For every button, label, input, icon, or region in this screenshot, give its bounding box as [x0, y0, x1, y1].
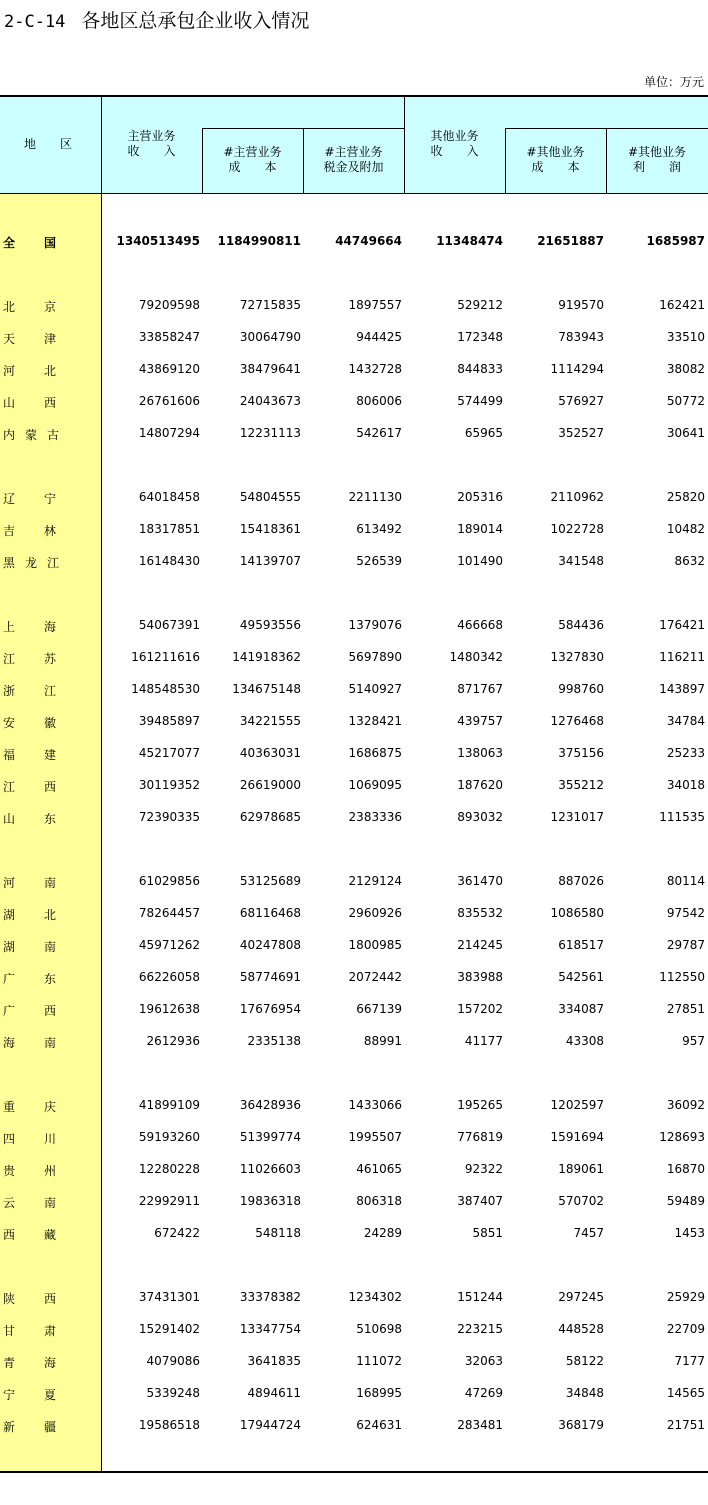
cell-value: 570702	[558, 1194, 604, 1208]
cell-value: 21651887	[537, 234, 604, 248]
subheader-rule	[505, 128, 708, 129]
table-row	[0, 1193, 708, 1211]
table-row	[0, 393, 708, 411]
cell-value: 1327830	[550, 650, 604, 664]
cell-value: 613492	[356, 522, 402, 536]
header-other-income-line1: 其他业务	[430, 129, 479, 143]
cell-value: 893032	[457, 810, 503, 824]
cell-value: 466668	[457, 618, 503, 632]
cell-value: 61029856	[138, 874, 200, 888]
cell-value: 37431301	[138, 1290, 200, 1304]
cell-value: 448528	[558, 1322, 604, 1336]
cell-value: 355212	[558, 778, 604, 792]
cell-value: 29787	[666, 938, 705, 952]
cell-value: 32063	[464, 1354, 503, 1368]
cell-value: 43308	[565, 1034, 604, 1048]
cell-value: 40247808	[239, 938, 301, 952]
cell-value: 112550	[659, 970, 705, 984]
cell-value: 25820	[666, 490, 705, 504]
cell-value: 151244	[457, 1290, 503, 1304]
cell-value: 2960926	[348, 906, 402, 920]
cell-value: 1591694	[550, 1130, 604, 1144]
cell-value: 361470	[457, 874, 503, 888]
cell-value: 62978685	[239, 810, 301, 824]
header-main-tax-line1: #主营业务	[324, 145, 383, 159]
cell-value: 58774691	[239, 970, 301, 984]
cell-value: 998760	[558, 682, 604, 696]
cell-value: 79209598	[138, 298, 200, 312]
cell-value: 461065	[356, 1162, 402, 1176]
header-main-cost	[202, 145, 303, 175]
cell-value: 1379076	[348, 618, 402, 632]
cell-value: 624631	[356, 1418, 402, 1432]
cell-value: 2072442	[348, 970, 402, 984]
cell-value: 68116468	[239, 906, 301, 920]
cell-value: 510698	[356, 1322, 402, 1336]
cell-value: 58122	[565, 1354, 604, 1368]
cell-value: 542617	[356, 426, 402, 440]
header-main-cost-line2: 成 本	[228, 160, 277, 174]
cell-value: 40363031	[239, 746, 301, 760]
region-name: 江 西	[3, 780, 56, 794]
cell-value: 783943	[558, 330, 604, 344]
region-name: 全 国	[3, 236, 56, 250]
cell-value: 806006	[356, 394, 402, 408]
cell-value: 51399774	[239, 1130, 301, 1144]
header-region: 地 区	[24, 137, 73, 151]
cell-value: 4079086	[146, 1354, 200, 1368]
cell-value: 157202	[457, 1002, 503, 1016]
cell-value: 1340513495	[116, 234, 200, 248]
header-main-income	[101, 129, 202, 159]
cell-value: 141918362	[232, 650, 301, 664]
cell-value: 33378382	[239, 1290, 301, 1304]
cell-value: 1685987	[646, 234, 705, 248]
cell-value: 944425	[356, 330, 402, 344]
region-name: 浙 江	[3, 684, 56, 698]
cell-value: 64018458	[138, 490, 200, 504]
subheader-rule	[202, 128, 404, 129]
table-row	[0, 745, 708, 763]
cell-value: 1231017	[550, 810, 604, 824]
cell-value: 24043673	[239, 394, 301, 408]
cell-value: 72390335	[138, 810, 200, 824]
cell-value: 1433066	[348, 1098, 402, 1112]
cell-value: 4894611	[247, 1386, 301, 1400]
region-name: 上 海	[3, 620, 56, 634]
region-name: 河 南	[3, 876, 56, 890]
cell-value: 162421	[659, 298, 705, 312]
cell-value: 38479641	[239, 362, 301, 376]
table-row	[0, 425, 708, 443]
cell-value: 19836318	[239, 1194, 301, 1208]
cell-value: 776819	[457, 1130, 503, 1144]
header-other-cost-line1: #其他业务	[526, 145, 585, 159]
cell-value: 2110962	[550, 490, 604, 504]
region-name: 海 南	[3, 1036, 56, 1050]
cell-value: 205316	[457, 490, 503, 504]
cell-value: 12280228	[138, 1162, 200, 1176]
cell-value: 2129124	[348, 874, 402, 888]
cell-value: 2612936	[146, 1034, 200, 1048]
cell-value: 19586518	[138, 1418, 200, 1432]
cell-value: 3641835	[247, 1354, 301, 1368]
cell-value: 1184990811	[217, 234, 301, 248]
cell-value: 128693	[659, 1130, 705, 1144]
cell-value: 1897557	[348, 298, 402, 312]
table-bottom-rule	[0, 1471, 708, 1473]
header-other-profit-line1: #其他业务	[627, 145, 687, 159]
cell-value: 17676954	[239, 1002, 301, 1016]
cell-value: 59489	[666, 1194, 705, 1208]
cell-value: 11026603	[239, 1162, 301, 1176]
header-other-profit-line2: 利 润	[632, 160, 681, 174]
cell-value: 542561	[558, 970, 604, 984]
region-name: 甘 肃	[3, 1324, 56, 1338]
cell-value: 138063	[457, 746, 503, 760]
cell-value: 1432728	[348, 362, 402, 376]
cell-value: 34221555	[239, 714, 301, 728]
cell-value: 97542	[666, 906, 705, 920]
table-title: 各地区总承包企业收入情况	[81, 10, 310, 32]
table-row	[0, 937, 708, 955]
cell-value: 111072	[356, 1354, 402, 1368]
cell-value: 26761606	[138, 394, 200, 408]
cell-value: 161211616	[131, 650, 200, 664]
cell-value: 111535	[659, 810, 705, 824]
cell-value: 148548530	[131, 682, 200, 696]
cell-value: 30641	[666, 426, 705, 440]
table-row	[0, 777, 708, 795]
cell-value: 341548	[558, 554, 604, 568]
cell-value: 27851	[666, 1002, 705, 1016]
cell-value: 15291402	[138, 1322, 200, 1336]
cell-value: 41177	[464, 1034, 503, 1048]
cell-value: 18317851	[138, 522, 200, 536]
region-name: 陕 西	[3, 1292, 56, 1306]
cell-value: 672422	[154, 1226, 200, 1240]
region-name: 四 川	[3, 1132, 56, 1146]
cell-value: 143897	[659, 682, 705, 696]
cell-value: 134675148	[232, 682, 301, 696]
cell-value: 25233	[666, 746, 705, 760]
cell-value: 59193260	[138, 1130, 200, 1144]
header-other-profit	[606, 145, 708, 175]
table-row	[0, 873, 708, 891]
header-main-tax	[303, 145, 404, 175]
cell-value: 1022728	[550, 522, 604, 536]
table-top-rule	[0, 95, 708, 97]
table-row	[0, 1161, 708, 1179]
cell-value: 1328421	[348, 714, 402, 728]
cell-value: 526539	[356, 554, 402, 568]
cell-value: 957	[682, 1034, 705, 1048]
cell-value: 383988	[457, 970, 503, 984]
region-name: 福 建	[3, 748, 56, 762]
cell-value: 368179	[558, 1418, 604, 1432]
region-name: 青 海	[3, 1356, 56, 1370]
region-name: 湖 南	[3, 940, 56, 954]
region-name: 宁 夏	[3, 1388, 56, 1402]
cell-value: 352527	[558, 426, 604, 440]
cell-value: 667139	[356, 1002, 402, 1016]
cell-value: 1086580	[550, 906, 604, 920]
header-main-income-line1: 主营业务	[127, 129, 176, 143]
header-other-income-line2: 收 入	[430, 144, 479, 158]
cell-value: 116211	[659, 650, 705, 664]
cell-value: 387407	[457, 1194, 503, 1208]
cell-value: 1202597	[550, 1098, 604, 1112]
cell-value: 10482	[666, 522, 705, 536]
header-other-cost	[505, 145, 606, 175]
cell-value: 1276468	[550, 714, 604, 728]
cell-value: 7457	[573, 1226, 604, 1240]
cell-value: 30119352	[138, 778, 200, 792]
cell-value: 101490	[457, 554, 503, 568]
cell-value: 806318	[356, 1194, 402, 1208]
cell-value: 168995	[356, 1386, 402, 1400]
header-main-cost-line1: #主营业务	[223, 145, 282, 159]
cell-value: 24289	[363, 1226, 402, 1240]
table-row	[0, 1033, 708, 1051]
cell-value: 14139707	[239, 554, 301, 568]
cell-value: 49593556	[239, 618, 301, 632]
region-name: 贵 州	[3, 1164, 56, 1178]
cell-value: 78264457	[138, 906, 200, 920]
cell-value: 5140927	[348, 682, 402, 696]
cell-value: 187620	[457, 778, 503, 792]
cell-value: 26619000	[239, 778, 301, 792]
cell-value: 334087	[558, 1002, 604, 1016]
cell-value: 36428936	[239, 1098, 301, 1112]
header-main-tax-line2: 税金及附加	[323, 160, 384, 174]
cell-value: 871767	[457, 682, 503, 696]
cell-value: 576927	[558, 394, 604, 408]
region-name: 辽 宁	[3, 492, 56, 506]
cell-value: 30064790	[239, 330, 301, 344]
region-name: 云 南	[3, 1196, 56, 1210]
header-other-income	[404, 129, 505, 159]
cell-value: 283481	[457, 1418, 503, 1432]
cell-value: 12231113	[239, 426, 301, 440]
table-row	[0, 1417, 708, 1435]
cell-value: 835532	[457, 906, 503, 920]
table-row	[0, 809, 708, 827]
region-name: 广 东	[3, 972, 56, 986]
cell-value: 66226058	[138, 970, 200, 984]
cell-value: 72715835	[239, 298, 301, 312]
region-name: 黑 龙 江	[3, 556, 59, 570]
region-name: 河 北	[3, 364, 56, 378]
cell-value: 65965	[464, 426, 503, 440]
table-row	[0, 553, 708, 571]
cell-value: 39485897	[138, 714, 200, 728]
cell-value: 33858247	[138, 330, 200, 344]
cell-value: 19612638	[138, 1002, 200, 1016]
cell-value: 45971262	[138, 938, 200, 952]
region-name: 内 蒙 古	[3, 428, 59, 442]
cell-value: 844833	[457, 362, 503, 376]
cell-value: 25929	[666, 1290, 705, 1304]
table-row	[0, 681, 708, 699]
table-row	[0, 329, 708, 347]
cell-value: 88991	[363, 1034, 402, 1048]
table-row	[0, 1097, 708, 1115]
table-row	[0, 489, 708, 507]
table-row	[0, 1289, 708, 1307]
cell-value: 21751	[666, 1418, 705, 1432]
cell-value: 54804555	[239, 490, 301, 504]
region-column-background	[0, 193, 101, 1472]
cell-value: 5339248	[146, 1386, 200, 1400]
cell-value: 1453	[674, 1226, 705, 1240]
region-name: 山 东	[3, 812, 56, 826]
cell-value: 1995507	[348, 1130, 402, 1144]
region-name: 天 津	[3, 332, 56, 346]
cell-value: 189061	[558, 1162, 604, 1176]
cell-value: 214245	[457, 938, 503, 952]
cell-value: 80114	[666, 874, 705, 888]
region-name: 江 苏	[3, 652, 56, 666]
cell-value: 16148430	[138, 554, 200, 568]
cell-value: 5851	[472, 1226, 503, 1240]
region-name: 重 庆	[3, 1100, 56, 1114]
cell-value: 1114294	[550, 362, 604, 376]
cell-value: 36092	[666, 1098, 705, 1112]
table-row	[0, 1129, 708, 1147]
table-row-total	[0, 233, 708, 251]
cell-value: 1480342	[449, 650, 503, 664]
cell-value: 22992911	[138, 1194, 200, 1208]
cell-value: 1069095	[348, 778, 402, 792]
table-row	[0, 649, 708, 667]
cell-value: 297245	[558, 1290, 604, 1304]
header-main-income-line2: 收 入	[127, 144, 176, 158]
cell-value: 14807294	[138, 426, 200, 440]
cell-value: 7177	[674, 1354, 705, 1368]
table-row	[0, 361, 708, 379]
cell-value: 13347754	[239, 1322, 301, 1336]
table-row	[0, 1321, 708, 1339]
cell-value: 548118	[255, 1226, 301, 1240]
region-name: 西 藏	[3, 1228, 56, 1242]
cell-value: 92322	[464, 1162, 503, 1176]
table-row	[0, 297, 708, 315]
cell-value: 15418361	[239, 522, 301, 536]
region-name: 安 徽	[3, 716, 56, 730]
header-other-cost-line2: 成 本	[531, 160, 580, 174]
cell-value: 34784	[666, 714, 705, 728]
table-row	[0, 905, 708, 923]
cell-value: 618517	[558, 938, 604, 952]
cell-value: 38082	[666, 362, 705, 376]
unit-label: 单位：万元	[643, 75, 704, 89]
cell-value: 22709	[666, 1322, 705, 1336]
cell-value: 53125689	[239, 874, 301, 888]
region-name: 吉 林	[3, 524, 56, 538]
region-name: 广 西	[3, 1004, 56, 1018]
cell-value: 919570	[558, 298, 604, 312]
cell-value: 1800985	[348, 938, 402, 952]
cell-value: 2383336	[348, 810, 402, 824]
table-row	[0, 713, 708, 731]
cell-value: 439757	[457, 714, 503, 728]
region-name: 山 西	[3, 396, 56, 410]
table-row	[0, 617, 708, 635]
cell-value: 47269	[464, 1386, 503, 1400]
table-row	[0, 1225, 708, 1243]
cell-value: 375156	[558, 746, 604, 760]
table-row	[0, 1385, 708, 1403]
region-name: 新 疆	[3, 1420, 56, 1434]
cell-value: 176421	[659, 618, 705, 632]
cell-value: 1686875	[348, 746, 402, 760]
cell-value: 223215	[457, 1322, 503, 1336]
cell-value: 44749664	[335, 234, 402, 248]
cell-value: 2211130	[348, 490, 402, 504]
cell-value: 195265	[457, 1098, 503, 1112]
table-row	[0, 1353, 708, 1371]
cell-value: 11348474	[436, 234, 503, 248]
cell-value: 33510	[666, 330, 705, 344]
cell-value: 584436	[558, 618, 604, 632]
table-code: 2-C-14	[4, 12, 66, 32]
cell-value: 43869120	[138, 362, 200, 376]
cell-value: 5697890	[348, 650, 402, 664]
cell-value: 189014	[457, 522, 503, 536]
cell-value: 8632	[674, 554, 705, 568]
cell-value: 16870	[666, 1162, 705, 1176]
cell-value: 2335138	[247, 1034, 301, 1048]
cell-value: 529212	[457, 298, 503, 312]
table-row	[0, 521, 708, 539]
cell-value: 41899109	[138, 1098, 200, 1112]
table-row	[0, 1001, 708, 1019]
cell-value: 887026	[558, 874, 604, 888]
cell-value: 17944724	[239, 1418, 301, 1432]
region-name: 湖 北	[3, 908, 56, 922]
cell-value: 14565	[666, 1386, 705, 1400]
cell-value: 1234302	[348, 1290, 402, 1304]
region-name: 北 京	[3, 300, 56, 314]
table-row	[0, 969, 708, 987]
cell-value: 34018	[666, 778, 705, 792]
cell-value: 50772	[666, 394, 705, 408]
cell-value: 45217077	[138, 746, 200, 760]
cell-value: 172348	[457, 330, 503, 344]
header-bottom-rule	[0, 193, 708, 194]
cell-value: 34848	[565, 1386, 604, 1400]
page-title	[4, 6, 309, 33]
cell-value: 54067391	[138, 618, 200, 632]
cell-value: 574499	[457, 394, 503, 408]
